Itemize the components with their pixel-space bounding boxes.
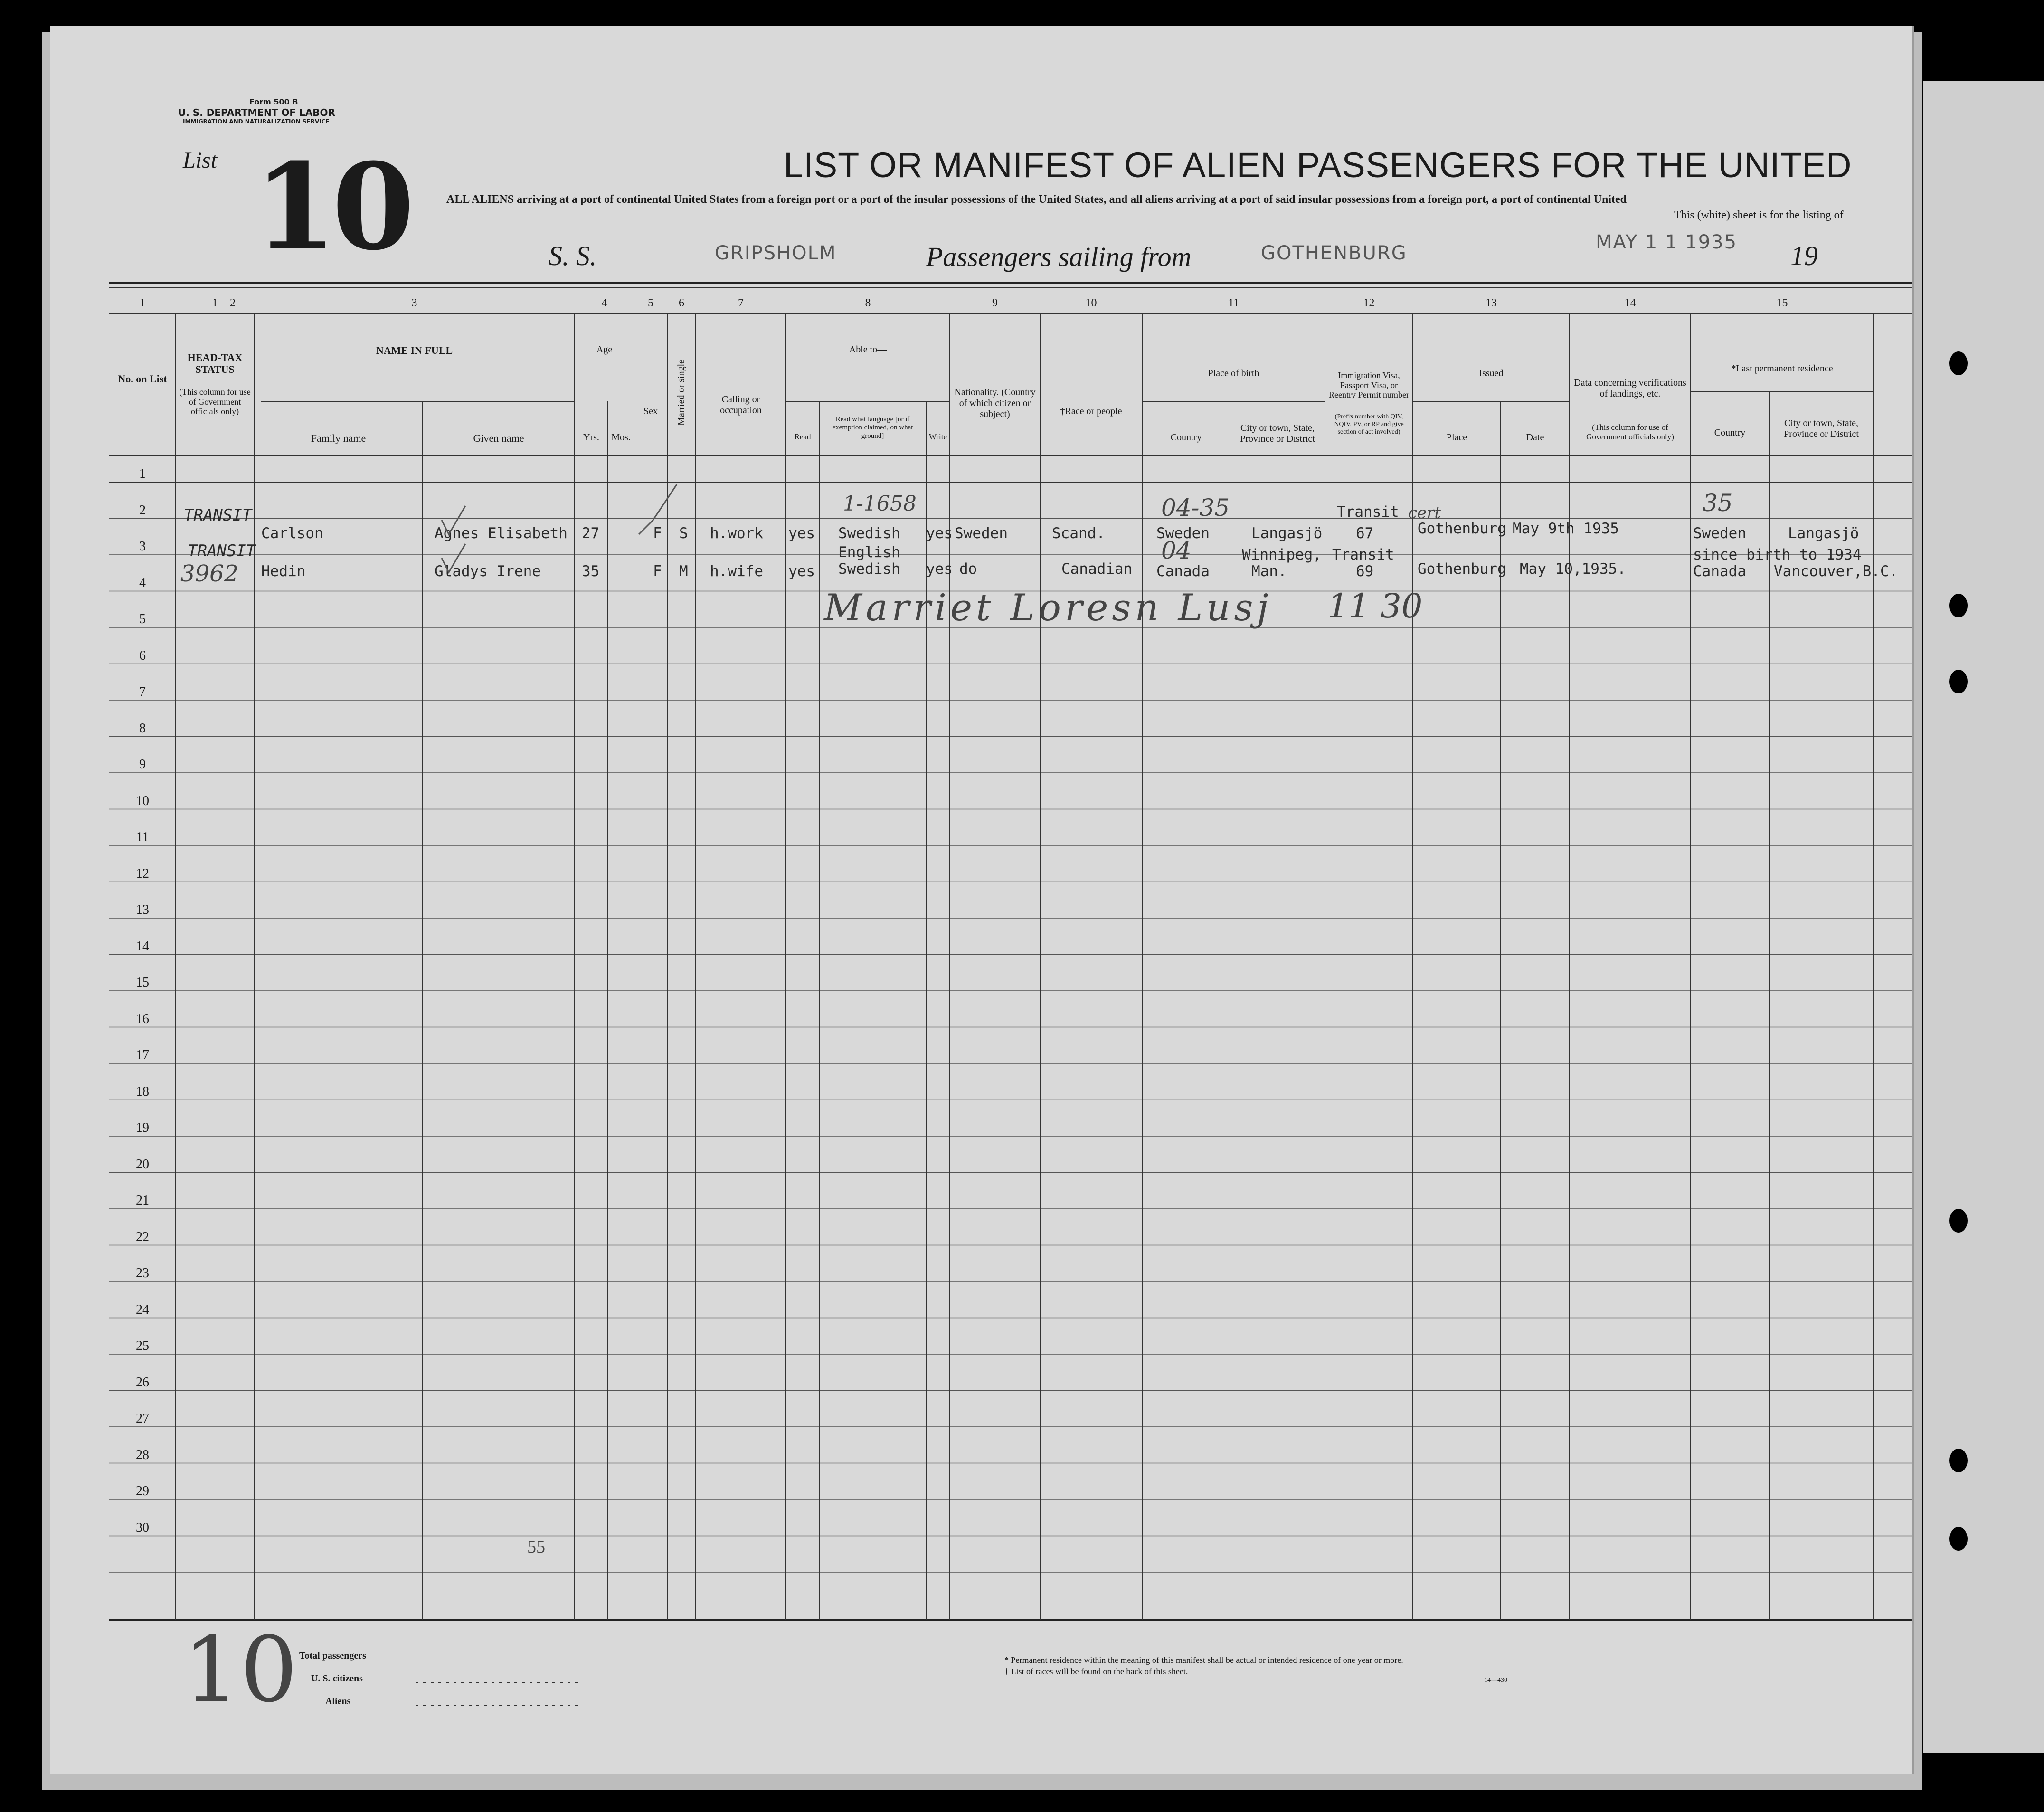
- col-num-1b: 1: [140, 297, 145, 309]
- sailing-label: Passengers sailing from: [926, 241, 1192, 272]
- binder-hole: [1949, 1209, 1968, 1233]
- visa-number-1: 67: [1356, 525, 1374, 542]
- col-num-14: 14: [1624, 297, 1636, 309]
- manifest-sheet: [50, 26, 1914, 1774]
- check-marks: [439, 501, 477, 577]
- col-num-6: 6: [679, 297, 684, 309]
- handwritten-bottom-number: 10: [183, 1617, 298, 1722]
- col-num-4: 4: [601, 297, 607, 309]
- row-number: 2: [139, 503, 146, 518]
- handwritten-visa-mark: cert: [1408, 503, 1441, 522]
- res-country-1: Sweden: [1693, 525, 1746, 542]
- binder-hole: [1949, 351, 1968, 375]
- row-number: 13: [136, 902, 149, 917]
- read-2: yes: [788, 563, 815, 580]
- binder-hole: [1949, 1527, 1968, 1551]
- adjacent-page-edge: [1923, 81, 2044, 1753]
- row-number: 24: [136, 1302, 149, 1317]
- handwritten-birth-note-1: 04-35: [1161, 494, 1230, 522]
- row-number: 20: [136, 1157, 149, 1172]
- row-number: 6: [139, 648, 146, 663]
- header-data-note: (This column for use of Government officials only): [1586, 423, 1674, 441]
- binder-hole: [1949, 1449, 1968, 1472]
- service-label: IMMIGRATION AND NATURALIZATION SERVICE: [183, 118, 330, 125]
- header-res-city: City or town, State, Province or District: [1784, 418, 1859, 439]
- write-2: yes: [926, 560, 953, 578]
- handwritten-language-note: 1-1658: [843, 492, 917, 516]
- birth-city-2b: Man.: [1251, 563, 1287, 580]
- given-name-1: Agnes Elisabeth: [435, 525, 568, 542]
- manifest-title: LIST OR MANIFEST OF ALIEN PASSENGERS FOR THE UNITED: [784, 145, 1852, 185]
- header-given-name: Given name: [473, 432, 524, 444]
- date-stamp: MAY 1 1 1935: [1596, 231, 1738, 253]
- row-number: 17: [136, 1048, 149, 1063]
- row-number: 25: [136, 1338, 149, 1353]
- ss-label: S. S.: [549, 240, 597, 271]
- aliens-label: Aliens: [325, 1696, 351, 1707]
- issued-place-1: Gothenburg: [1418, 520, 1506, 537]
- total-dotted-lines: [416, 1651, 587, 1712]
- header-issued: Issued: [1479, 368, 1504, 379]
- res-city-1: Langasjö: [1788, 525, 1859, 542]
- header-able-to: Able to—: [849, 344, 887, 355]
- row-number: 12: [136, 866, 149, 881]
- year-label: 19: [1790, 240, 1818, 271]
- header-issued-place: Place: [1446, 432, 1467, 443]
- issued-date-1: May 9th 1935: [1513, 520, 1619, 537]
- birth-city-2: Winnipeg,: [1242, 546, 1322, 563]
- head-tax-status-1: TRANSIT: [184, 506, 252, 525]
- stamped-page-number: 55: [527, 1537, 545, 1557]
- head-tax-status-2: TRANSIT: [188, 541, 256, 560]
- header-sex: Sex: [643, 406, 658, 417]
- footnote-residence: * Permanent residence within the meaning of this manifest shall be actual or intended residence of one year or more.: [1004, 1655, 1403, 1665]
- language-2b: Swedish: [838, 560, 900, 578]
- row-number: 23: [136, 1266, 149, 1281]
- issued-place-2: Gothenburg: [1418, 560, 1506, 578]
- header-nationality: Nationality. (Country of which citizen or subject): [954, 387, 1036, 419]
- departure-port: GOTHENBURG: [1261, 242, 1407, 264]
- footnote-races: † List of races will be found on the back of this sheet.: [1004, 1667, 1188, 1676]
- language-2a: English: [838, 544, 900, 561]
- language-1: Swedish: [838, 525, 900, 542]
- row-number: 27: [136, 1411, 149, 1426]
- col-num-10: 10: [1085, 297, 1097, 309]
- row-number: 5: [139, 612, 146, 626]
- birth-city-1: Langasjö: [1251, 525, 1323, 542]
- department-label: U. S. DEPARTMENT OF LABOR: [178, 107, 335, 118]
- col-num-7: 7: [738, 297, 744, 309]
- us-citizens-label: U. S. citizens: [311, 1673, 363, 1684]
- header-res-country: Country: [1714, 427, 1746, 438]
- header-yrs: Yrs.: [583, 432, 599, 443]
- header-race: †Race or people: [1060, 406, 1122, 417]
- header-birth-city: City or town, State, Province or District: [1240, 423, 1315, 444]
- header-head-tax: HEAD-TAX STATUS: [187, 351, 243, 376]
- row-number: 21: [136, 1193, 149, 1208]
- row-number: 29: [136, 1484, 149, 1499]
- family-name-2: Hedin: [261, 563, 306, 580]
- header-issued-date: Date: [1526, 432, 1544, 443]
- row-number: 11: [136, 830, 149, 844]
- col-num-1: 1: [212, 297, 218, 309]
- sex-1: F: [653, 525, 662, 542]
- res-city-2: Vancouver,B.C.: [1774, 563, 1898, 580]
- handwritten-res-note: 35: [1703, 489, 1733, 517]
- col-num-2: 2: [230, 297, 236, 309]
- race-2: Canadian: [1061, 560, 1133, 578]
- nationality-2: do: [959, 560, 977, 578]
- race-1: Scand.: [1052, 525, 1105, 542]
- header-visa: Immigration Visa, Passport Visa, or Reentry Permit number: [1329, 370, 1409, 400]
- header-data: Data concerning verifications of landings, etc.: [1574, 378, 1686, 399]
- age-yrs-1: 27: [582, 525, 600, 542]
- header-no-on-list: No. on List: [118, 373, 167, 385]
- header-calling: Calling or occupation: [720, 394, 762, 416]
- row-number: 8: [139, 721, 146, 736]
- ship-name: GRIPSHOLM: [715, 242, 837, 264]
- header-birth-country: Country: [1170, 432, 1202, 443]
- row-number: 15: [136, 975, 149, 990]
- header-last-residence: *Last permanent residence: [1731, 363, 1833, 374]
- given-name-2: Gladys Irene: [435, 563, 541, 580]
- handwritten-time: 11 30: [1327, 587, 1423, 626]
- visa-2: Transit: [1332, 546, 1394, 563]
- col-num-15: 15: [1776, 297, 1788, 309]
- binder-hole: [1949, 670, 1968, 693]
- col-num-8: 8: [865, 297, 871, 309]
- family-name-1: Carlson: [261, 525, 323, 542]
- col-num-5: 5: [648, 297, 653, 309]
- header-name-in-full: NAME IN FULL: [376, 344, 453, 356]
- header-place-of-birth: Place of birth: [1208, 368, 1259, 379]
- sex-2: F: [653, 563, 662, 580]
- birth-country-1: Sweden: [1156, 525, 1210, 542]
- col-num-11: 11: [1228, 297, 1240, 309]
- header-family-name: Family name: [311, 432, 366, 444]
- age-tick-mark: [634, 482, 686, 553]
- read-1: yes: [788, 525, 815, 542]
- row-number: 3: [139, 539, 146, 554]
- form-number: Form 500 B: [249, 97, 298, 106]
- marital-2: M: [679, 563, 688, 580]
- row-number: 28: [136, 1447, 149, 1462]
- handwritten-birth-note-2: 04: [1161, 537, 1192, 564]
- row-number: 7: [139, 684, 146, 699]
- row-number: 30: [136, 1520, 149, 1535]
- nationality-1: Sweden: [955, 525, 1008, 542]
- row-number: 4: [139, 575, 146, 590]
- col-num-9: 9: [992, 297, 998, 309]
- list-label: List: [183, 148, 218, 173]
- write-1: yes: [926, 525, 953, 542]
- header-age: Age: [596, 344, 613, 355]
- row-number: 1: [139, 466, 146, 481]
- binder-hole: [1949, 594, 1968, 617]
- issued-date-2: May 10,1935.: [1520, 560, 1626, 578]
- col-num-13: 13: [1486, 297, 1497, 309]
- age-yrs-2: 35: [582, 563, 600, 580]
- res-country-2: Canada: [1693, 563, 1746, 580]
- list-number: 10: [254, 137, 410, 276]
- row-number: 18: [136, 1084, 149, 1099]
- handwritten-head-tax-number: 3962: [180, 560, 239, 587]
- occupation-1: h.work: [710, 525, 763, 542]
- marital-1: S: [679, 525, 688, 542]
- birth-country-2: Canada: [1156, 563, 1210, 580]
- total-passengers-label: Total passengers: [299, 1651, 366, 1661]
- occupation-2: h.wife: [710, 563, 763, 580]
- manifest-subtitle: ALL ALIENS arriving at a port of continental United States from a foreign port or a port of the insular possessions of the United States, and all aliens arriving at a port of said insular possessions from a foreign port, a port of continental United: [446, 193, 1627, 206]
- row-number: 10: [136, 793, 149, 808]
- footer-form-code: 14—430: [1484, 1677, 1507, 1684]
- row-number: 16: [136, 1011, 149, 1026]
- header-head-tax-note: (This column for use of Government officials only): [179, 387, 251, 417]
- col-num-12: 12: [1363, 297, 1375, 309]
- row-number: 22: [136, 1229, 149, 1244]
- header-married: Married or single: [676, 360, 687, 426]
- header-read: Read: [794, 432, 811, 441]
- header-mos: Mos.: [611, 432, 631, 443]
- row-number: 19: [136, 1120, 149, 1135]
- row-number: 26: [136, 1375, 149, 1390]
- manifest-subtitle-2: This (white) sheet is for the listing of: [1674, 209, 1844, 221]
- visa-1: Transit: [1337, 503, 1399, 521]
- res-note-2: since birth to 1934: [1693, 546, 1862, 563]
- header-read-language: Read what language [or if exemption claimed, on what ground]: [832, 416, 913, 440]
- handwritten-signature: Marriet Loresn Lusj: [824, 587, 1272, 629]
- header-write: Write: [928, 432, 947, 441]
- row-number: 14: [136, 939, 149, 954]
- col-num-3: 3: [411, 297, 417, 309]
- visa-number-2: 69: [1356, 563, 1374, 580]
- row-number: 9: [139, 757, 146, 772]
- header-visa-note: (Prefix number with QIV, NQIV, PV, or RP and give section of act involved): [1334, 413, 1404, 436]
- table-grid: [50, 26, 1912, 1774]
